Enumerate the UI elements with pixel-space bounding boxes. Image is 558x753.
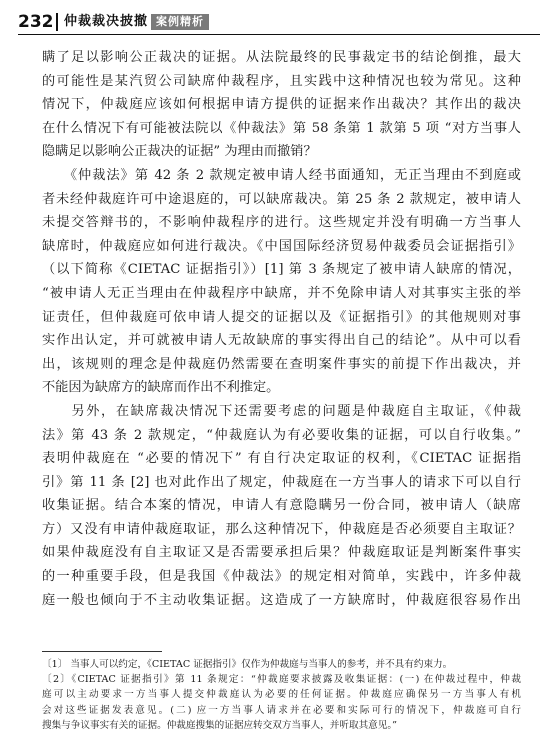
text-line: 庭一般也倾向于不主动收集证据。这造成了一方缺席时，仲裁庭很容易作出	[42, 592, 521, 608]
text-line: 《仲裁法》第 42 条 2 款规定被申请人经书面通知，无正当理由不到庭或	[42, 167, 521, 183]
header-divider	[56, 13, 58, 31]
text-line: 不能因为缺席方的缺席而作出不利推定。	[42, 380, 280, 396]
text-line: 者未经仲裁庭许可中途退庭的，可以缺席裁决。第 25 条 2 款规定，被申请人	[42, 191, 521, 207]
text-line: 隐瞒足以影响公正裁决的证据” 为理由而撤销？	[42, 144, 317, 160]
text-line: 引》第 11 条 [2] 也对此作出了规定，仲裁庭在一方当事人的请求下可以自行	[42, 474, 521, 490]
text-line: 方）又没有申请仲裁庭取证，那么这种情况下，仲裁庭是否必须要自主取证？	[42, 521, 521, 537]
text-line: 证责任，但仲裁庭可依申请人提交的证据以及《证据指引》的其他规则对事	[42, 309, 521, 325]
text-line: （以下简称《CIETAC 证据指引》）[1] 第 3 条规定了被申请人缺席的情况，	[42, 262, 521, 278]
footnote-line: 会对这些证据发表意见。(二) 应一方当事人请求并在必要和实际可行的情况下，仲裁庭可自行	[42, 704, 521, 716]
footnote-line: 〔1〕 当事人可以约定，《CIETAC 证据指引》仅作为仲裁庭与当事人的参考，并不具有约束力。	[42, 659, 453, 670]
text-line: 实作出认定，并可就被申请人无故缺席的事实得出自己的结论”。从中可以看	[42, 333, 521, 349]
text-line: 表明仲裁庭在 “必要的情况下” 有自行决定取证的权利，《CIETAC 证据指	[42, 451, 521, 467]
text-line: 如果仲裁庭没有自主取证又是否需要承担后果？仲裁庭取证是判断案件事实	[42, 545, 521, 561]
footnote-rule	[42, 651, 162, 652]
text-line: 情况下，仲裁庭应该如何根据申请方提供的证据来作出裁决？其作出的裁决	[42, 97, 521, 113]
footnote-line: 庭可以主动要求一方当事人提交仲裁庭认为必要的任何证据。仲裁庭应确保另一方当事人有机	[42, 689, 521, 701]
body-text	[42, 46, 521, 612]
footnote-line: 搜集与争议事实有关的证据。仲裁庭搜集的证据应转交双方当事人，并听取其意见。”	[42, 719, 398, 731]
text-line: 在什么情况下有可能被法院以《仲裁法》第 58 条第 1 款第 5 项 “对方当事人	[42, 120, 521, 136]
section-tag: 案例精析	[151, 14, 209, 30]
footnotes	[42, 657, 521, 733]
text-line: 另外，在缺席裁决情况下还需要考虑的问题是仲裁庭自主取证，《仲裁	[42, 403, 521, 419]
text-line: 的一种重要手段，但是我国《仲裁法》的规定相对简单，实践中，许多仲裁	[42, 569, 521, 585]
text-line: 法》第 43 条 2 款规定，“仲裁庭认为有必要收集的证据，可以自行收集。”	[42, 427, 521, 443]
text-line: 瞒了足以影响公正裁决的证据。从法院最终的民事裁定书的结论倒推，最大	[42, 50, 521, 65]
text-line: “被申请人无正当理由在仲裁程序中缺席，并不免除申请人对其事实主张的举	[42, 285, 521, 301]
footnote-line: 〔2〕《CIETAC 证据指引》第 11 条规定：“仲裁庭要求披露及收集证据：(一) 在仲裁过程中，仲裁	[42, 674, 521, 686]
text-line: 出，该规则的理念是仲裁庭仍然需要在查明案件事实的前提下作出裁决，并	[42, 356, 521, 372]
text-line: 缺席时，仲裁庭应如何进行裁决。《中国国际经济贸易仲裁委员会证据指引》	[42, 238, 521, 254]
book-title: 仲裁裁决披撤	[64, 14, 149, 29]
text-line: 未提交答辩书的，不影响仲裁程序的进行。这些规定并没有明确一方当事人	[42, 215, 521, 231]
text-line: 收集证据。结合本案的情况，申请人有意隐瞒另一份合同，被申请人（缺席	[42, 498, 521, 514]
running-header	[18, 11, 540, 33]
header-rule	[18, 34, 540, 35]
text-line: 的可能性是某汽贸公司缺席仲裁程序，且实践中这种情况也较为常见。这种	[42, 73, 521, 89]
page-number: 232	[18, 12, 54, 32]
